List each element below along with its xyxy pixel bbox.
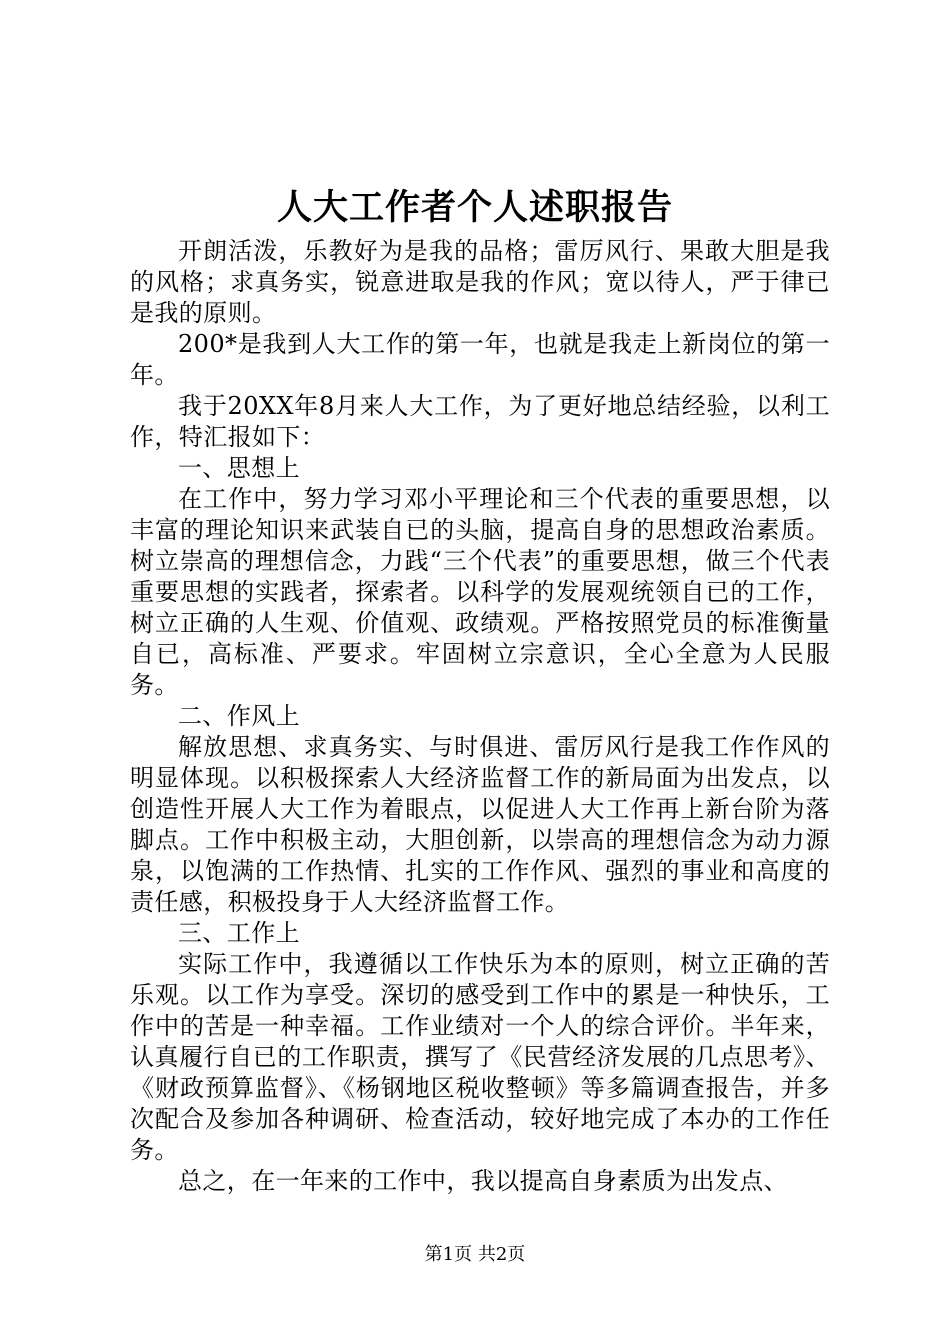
page-footer: 第1页 共2页 <box>424 1244 526 1265</box>
paragraph-intro: 开朗活泼，乐教好为是我的品格；雷厉风行、果敢大胆是我的风格；求真务实，锐意进取是我的作风；宽以待人，严于律已是我的原则。 <box>130 237 830 327</box>
paragraph-report-intro: 我于20XX年8月来人大工作，为了更好地总结经验，以利工作，特汇报如下： <box>130 392 830 451</box>
section-heading-thought: 一、思想上 <box>178 454 300 482</box>
section-text-style: 解放思想、求真务实、与时俱进、雷厉风行是我工作作风的明显体现。以积极探索人大经济监督工作的新局面为出发点，以创造性开展人大工作为着眼点，以促进人大工作再上新台阶为落脚点。工作中积极主动，大胆创新，以崇高的理想信念为动力源泉，以饱满的工作热情、扎实的工作作风、强烈的事业和高度的责任感，积极投身于人大经济监督工作。 <box>130 733 830 916</box>
section-text-thought: 在工作中，努力学习邓小平理论和三个代表的重要思想，以丰富的理论知识来武装自已的头脑，提高自身的思想政治素质。树立崇高的理想信念，力践“三个代表”的重要思想，做三个代表重要思想的实践者，探索者。以科学的发展观统领自已的工作，树立正确的人生观、价值观、政绩观。严格按照党员的标准衡量自已，高标准、严要求。牢固树立宗意识，全心全意为人民服务。 <box>130 485 830 699</box>
section-heading-style: 二、作风上 <box>178 702 300 730</box>
document-title: 人大工作者个人述职报告 <box>276 187 673 228</box>
section-text-work: 实际工作中，我遵循以工作快乐为本的原则，树立正确的苦乐观。以工作为享受。深切的感受到工作中的累是一种快乐，工作中的苦是一种幸福。工作业绩对一个人的综合评价。半年来，认真履行自已的工作职责，撰写了《民营经济发展的几点思考》、《财政预算监督》、《杨钢地区税收整顿》等多篇调查报告，并多次配合及参加各种调研、检查活动，较好地完成了本办的工作任务。 <box>130 950 830 1164</box>
paragraph-closing: 总之，在一年来的工作中，我以提高自身素质为出发点、 <box>178 1167 788 1195</box>
section-heading-work: 三、工作上 <box>178 919 300 947</box>
paragraph-first-year: 200*是我到人大工作的第一年，也就是我走上新岗位的第一年。 <box>130 330 830 389</box>
document-body <box>130 236 830 1197</box>
